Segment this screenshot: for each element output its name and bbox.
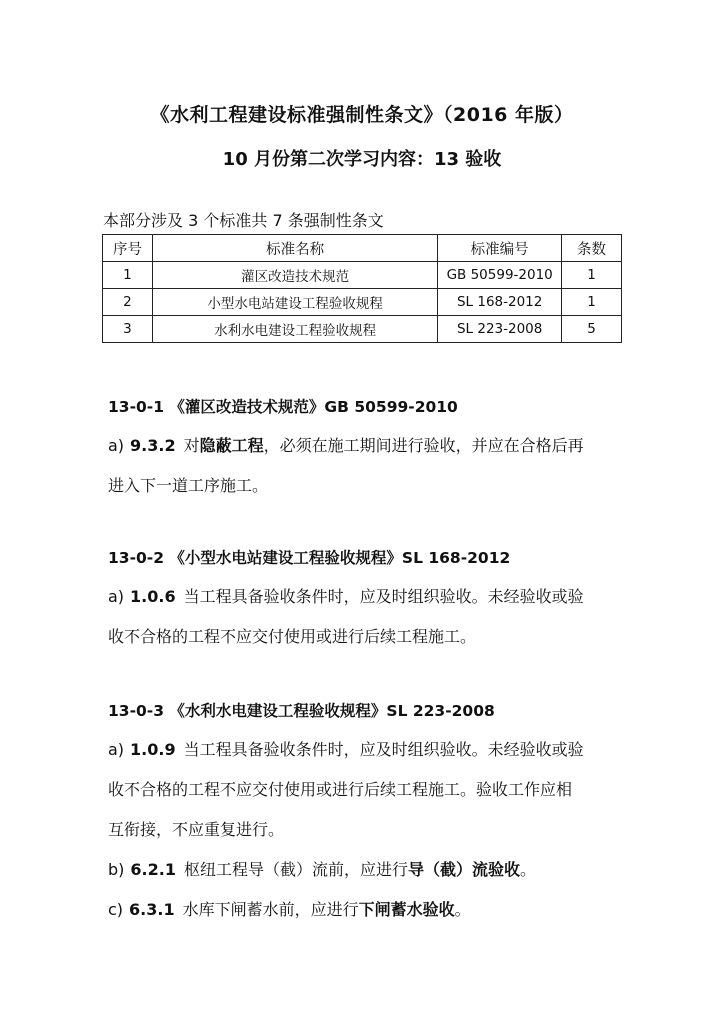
clause-label: a): [108, 436, 125, 455]
table-header-row: [103, 235, 622, 262]
clause-text: 。: [520, 860, 537, 879]
clause-text: 进入下一道工序施工。: [108, 476, 269, 495]
table-cell: 灌区改造技术规范: [152, 262, 437, 289]
clause-label: a): [108, 587, 125, 606]
clause-label: b): [108, 860, 125, 879]
clause-line: [108, 890, 628, 930]
clause-text: 枢纽工程导（截）流前，应进行: [183, 860, 408, 879]
clause-emphasis: 导（截）流验收: [407, 860, 520, 879]
header-name: 标准名称: [152, 235, 437, 262]
table-row: [103, 316, 622, 343]
table-cell: 水利水电建设工程验收规程: [152, 316, 437, 343]
clause-emphasis: 下闸蓄水验收: [358, 900, 455, 919]
document-subtitle: 10 月份第二次学习内容：13 验收: [222, 149, 502, 170]
clause-text: 互衔接，不应重复进行。: [108, 820, 285, 839]
standards-table: [102, 234, 622, 343]
clause-item: [108, 730, 628, 930]
table-cell: 5: [562, 316, 622, 343]
clause-line: [108, 770, 628, 810]
clause-line: [108, 466, 628, 506]
clause-line: [108, 810, 628, 850]
clause-text: 当工程具备验收条件时，应及时组织验收。未经验收或验: [183, 587, 584, 606]
clause-number: 1.0.9: [130, 740, 176, 759]
clause-label: c): [108, 900, 124, 919]
section-heading: 13-0-3 《水利水电建设工程验收规程》SL 223-2008: [108, 702, 495, 720]
clause-label: a): [108, 740, 125, 759]
clause-number: 9.3.2: [130, 436, 176, 455]
clause-line: [108, 426, 628, 466]
section-13-0-3: [108, 698, 628, 930]
clause-number: 1.0.6: [130, 587, 176, 606]
clause-emphasis: 隐蔽工程: [199, 436, 264, 455]
clause-line: [108, 730, 628, 770]
document-title: 《水利工程建设标准强制性条文》（2016 年版）: [150, 104, 574, 126]
clause-line: [108, 850, 628, 890]
section-13-0-2: [108, 545, 628, 657]
table-cell: 1: [562, 262, 622, 289]
table-row: [103, 289, 622, 316]
clause-text: 。: [454, 900, 471, 919]
table-cell: 1: [562, 289, 622, 316]
header-code: 标准编号: [438, 235, 562, 262]
header-index: 序号: [103, 235, 153, 262]
section-13-0-1: [108, 394, 628, 506]
clause-text: ，必须在施工期间进行验收，并应在合格后再: [263, 436, 584, 455]
clause-line: [108, 617, 628, 657]
intro-text: 本部分涉及 3 个标准共 7 条强制性条文: [103, 211, 384, 230]
header-count: 条数: [562, 235, 622, 262]
clause-text: 收不合格的工程不应交付使用或进行后续工程施工。验收工作应相: [108, 780, 573, 799]
table-cell: SL 168-2012: [438, 289, 562, 316]
clause-item: [108, 577, 628, 657]
table-cell: 3: [103, 316, 153, 343]
table-cell: 小型水电站建设工程验收规程: [152, 289, 437, 316]
table-cell: SL 223-2008: [438, 316, 562, 343]
table-cell: 1: [103, 262, 153, 289]
table-cell: 2: [103, 289, 153, 316]
section-heading: 13-0-2 《小型水电站建设工程验收规程》SL 168-2012: [108, 549, 511, 567]
table-row: [103, 262, 622, 289]
clause-item: [108, 426, 628, 506]
section-heading: 13-0-1 《灌区改造技术规范》GB 50599-2010: [108, 398, 458, 416]
clause-text: 当工程具备验收条件时，应及时组织验收。未经验收或验: [183, 740, 584, 759]
table-cell: GB 50599-2010: [438, 262, 562, 289]
clause-line: [108, 577, 628, 617]
clause-number: 6.2.1: [130, 860, 176, 879]
clause-text: 对: [183, 436, 200, 455]
clause-number: 6.3.1: [129, 900, 175, 919]
clause-text: 水库下闸蓄水前，应进行: [182, 900, 359, 919]
clause-text: 收不合格的工程不应交付使用或进行后续工程施工。: [108, 627, 477, 646]
